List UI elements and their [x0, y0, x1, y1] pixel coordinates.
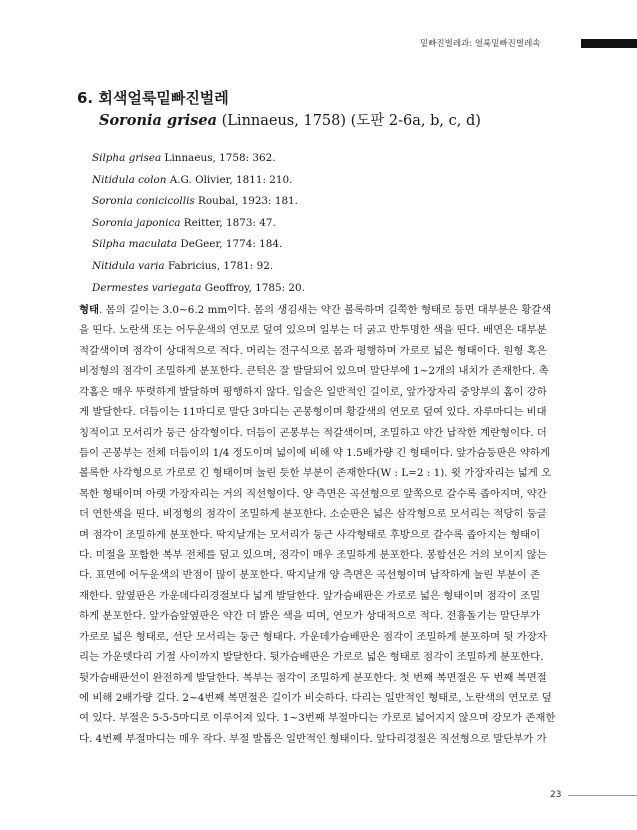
- description-line: 뒷가슴배판선이 완전하게 발달한다. 복부는 점각이 조밀하게 분포한다. 첫 번째 복면절은 두 번째 복면절: [79, 671, 547, 684]
- synonym-citation: Fabricius, 1781: 92.: [167, 259, 274, 272]
- description-line: 칭적이고 모서리가 둥근 삼각형이다. 더듬이 곤봉부는 적갈색이며, 조밀하고 약간 납작한 계란형이다. 더: [79, 426, 547, 439]
- footer-rule: [568, 795, 637, 796]
- description-line: 을 띤다. 노란색 또는 어두운색의 연모로 덮여 있으며 일부는 더 굵고 반투명한 색을 띤다. 배면은 대부분: [79, 324, 547, 337]
- description-line: 여 있다. 부절은 5-5-5마디로 이루어져 있다. 1~3번째 부절마디는 가로로 넓어지지 않으며 강모가 존재한: [79, 712, 556, 725]
- synonym-name: Nitidula colon: [92, 173, 167, 186]
- synonym-name: Nitidula varia: [92, 259, 165, 272]
- description-line: 적갈색이며 점각이 상대적으로 적다. 머리는 전구식으로 몸과 평행하며 가로로 넓은 형태이다. 원형 혹은: [79, 344, 547, 357]
- species-korean-name: 회색얼룩밑빠진벌레: [98, 89, 229, 107]
- scientific-name: Soronia grisea: [99, 112, 218, 129]
- plate-reference: (도판 2-6a, b, c, d): [350, 113, 481, 129]
- header-bar: [581, 39, 637, 48]
- running-title: 밑빠진벌레과: 얼룩밑빠진벌레속: [420, 39, 541, 49]
- synonym-citation: A.G. Olivier, 1811: 210.: [169, 173, 293, 186]
- description-line: 비정형의 점각이 조밀하게 분포한다. 큰턱은 잘 발달되어 있으며 말단부에 1~2개의 내치가 존재한다. 촉: [79, 365, 549, 378]
- description-line: 목한 형태이며 아랫 가장자리는 거의 직선형이다. 양 측면은 곡선형으로 앞쪽으로 갈수록 좁아지며, 약간: [79, 487, 547, 500]
- description-line: 리는 가운뎃다리 기절 사이까지 발달한다. 뒷가슴배판은 가로로 넓은 형태로 점각이 조밀하게 분포한다.: [79, 651, 544, 664]
- synonym-entry: [92, 256, 305, 278]
- description-line: 다. 4번째 부절마디는 매우 작다. 부절 발톱은 일반적인 형태이다. 앞다리경절은 직선형으로 말단부가 가: [79, 732, 547, 745]
- synonym-name: Silpha grisea: [92, 152, 162, 164]
- description-line: 각홈은 매우 뚜렷하게 발달하며 평행하지 않다. 입술은 일반적인 길이로, 앞가장자리 중앙부의 홈이 강하: [79, 385, 547, 398]
- synonym-entry: [92, 191, 305, 213]
- synonym-citation: Reitter, 1873: 47.: [183, 216, 276, 229]
- synonym-name: Soronia japonica: [92, 216, 181, 229]
- synonym-citation: Roubal, 1923: 181.: [198, 195, 298, 208]
- synonym-name: Dermestes variegata: [92, 281, 202, 294]
- synonym-entry: [92, 170, 305, 192]
- synonym-citation: Geoffroy, 1785: 20.: [204, 281, 305, 294]
- synonym-name: Silpha maculata: [92, 238, 178, 251]
- description-line: 다. 표면에 어두운색의 반점이 많이 분포한다. 딱지날개 양 측면은 곡선형이며 납작하게 눌린 부분이 존: [79, 569, 541, 582]
- species-scientific-heading: [99, 111, 481, 131]
- species-title: [77, 88, 481, 131]
- synonym-entry: [92, 278, 305, 300]
- synonym-entry: [92, 148, 305, 170]
- synonym-citation: DeGeer, 1774: 184.: [180, 238, 283, 251]
- description-line: 듬이 곤봉부는 전체 더듬이의 1/4 정도이며 넓이에 비해 약 1.5배가량 긴 형태이다. 앞가슴등판은 약하게: [79, 446, 550, 459]
- synonym-name: Soronia conicicollis: [92, 195, 195, 208]
- description-line: 볼록한 사각형으로 가로로 긴 형태이며 눌린 듯한 부분이 존재한다(W : L=2 : 1). 윗 가장자리는 넓게 오: [79, 467, 552, 480]
- description-line: 가로로 넓은 형태로, 선단 모서리는 둥근 형태다. 가운데가슴배판은 점각이 조밀하게 분포하며 뒷 가장자: [79, 630, 547, 643]
- synonym-citation: Linnaeus, 1758: 362.: [164, 152, 276, 164]
- morphology-term: 형태: [79, 304, 100, 316]
- description-first-line-text: . 몸의 길이는 3.0~6.2 mm이다. 몸의 생김새는 약간 볼록하며 길쭉한 형태로 등면 대부분은 황갈색: [99, 304, 552, 316]
- description-line: 하게 분포한다. 앞가슴앞옆판은 약간 더 밝은 색을 띠며, 연모가 상대적으로 적다. 전흉돌기는 말단부가: [79, 610, 541, 623]
- synonym-entry: [92, 234, 305, 256]
- running-header: [420, 37, 637, 51]
- description-line: 게 발달한다. 더듬이는 11마디로 말단 3마디는 곤봉형이며 황갈색의 연모로 덮여 있다. 자루마디는 비대: [79, 406, 547, 419]
- species-korean-heading: [77, 88, 481, 108]
- description-line: 에 비해 2배가량 길다. 2~4번째 복면절은 길이가 비슷하다. 다리는 일반적인 형태로, 노란색의 연모로 덮: [79, 692, 552, 705]
- page-number: 23: [550, 790, 562, 800]
- description-first-line: [79, 300, 568, 320]
- authority: (Linnaeus, 1758): [221, 113, 347, 129]
- description-line: 다. 미절을 포함한 복부 전체를 덮고 있으며, 점각이 매우 조밀하게 분포한다. 봉합선은 거의 보이지 않는: [79, 549, 547, 562]
- synonym-list: [92, 148, 305, 299]
- description-line: 재한다. 앞옆판은 가운데다리경절보다 넓게 발달한다. 앞가슴배판은 가로로 넓은 형태이며 점각이 조밀: [79, 589, 541, 602]
- description-line: 며 점각이 조밀하게 분포한다. 딱지날개는 모서리가 둥근 사각형태로 후방으로 갈수록 좁아지는 형태이: [79, 528, 541, 541]
- description-line: 더 연한색을 띤다. 비정형의 점각이 조밀하게 분포한다. 소순판은 넓은 삼각형으로 모서리는 적당히 둥글: [79, 508, 547, 521]
- synonym-entry: [92, 213, 305, 235]
- morphology-description: [79, 300, 568, 749]
- species-number: 6.: [77, 89, 94, 107]
